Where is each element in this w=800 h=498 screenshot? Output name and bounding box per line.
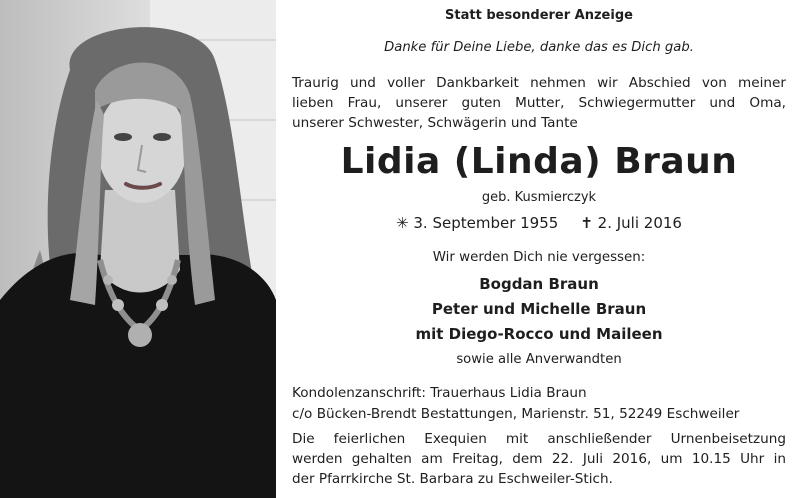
portrait-photo [0,0,276,498]
remembrance-line: Wir werden Dich nie vergessen: [432,250,646,265]
portrait-illustration [0,0,276,498]
service-line-2: werden gehalten am Freitag, dem 22. Juli 2016, um 10.15 Uhr in [292,451,786,467]
maiden-name: geb. Kusmierczyk [481,190,597,205]
family-member: Bogdan Braun [479,275,599,293]
intro-line-3: unserer Schwester, Schwägerin und Tante [292,115,578,131]
birth-date: ✳ 3. September 1955 [396,214,559,232]
condolence-address-line-2: c/o Bücken-Brendt Bestattungen, Marienstr. 51, 52249 Eschweiler [292,406,740,422]
service-line-3: der Pfarrkirche St. Barbara zu Eschweiler-Stich. [292,471,613,487]
condolence-address-line-1: Kondolenzanschrift: Trauerhaus Lidia Braun [292,385,587,401]
family-member: Peter und Michelle Braun [431,300,647,318]
life-dates [292,214,786,232]
intro-line-1: Traurig und voller Dankbarkeit nehmen wir Abschied von meiner [292,75,786,91]
intro-line-2: lieben Frau, unserer guten Mutter, Schwiegermutter und Oma, [292,95,786,111]
notice-motto: Danke für Deine Liebe, danke das es Dich gab. [384,40,694,55]
notice-header: Statt besonderer Anzeige [445,8,633,23]
service-line-1: Die feierlichen Exequien mit anschließender Urnenbeisetzung [292,431,786,447]
death-date: ✝ 2. Juli 2016 [580,214,682,232]
obituary-text [292,0,786,498]
family-member: mit Diego-Rocco und Maileen [415,325,663,343]
deceased-name: Lidia (Linda) Braun [340,141,738,182]
relatives-line: sowie alle Anverwandten [456,352,622,367]
